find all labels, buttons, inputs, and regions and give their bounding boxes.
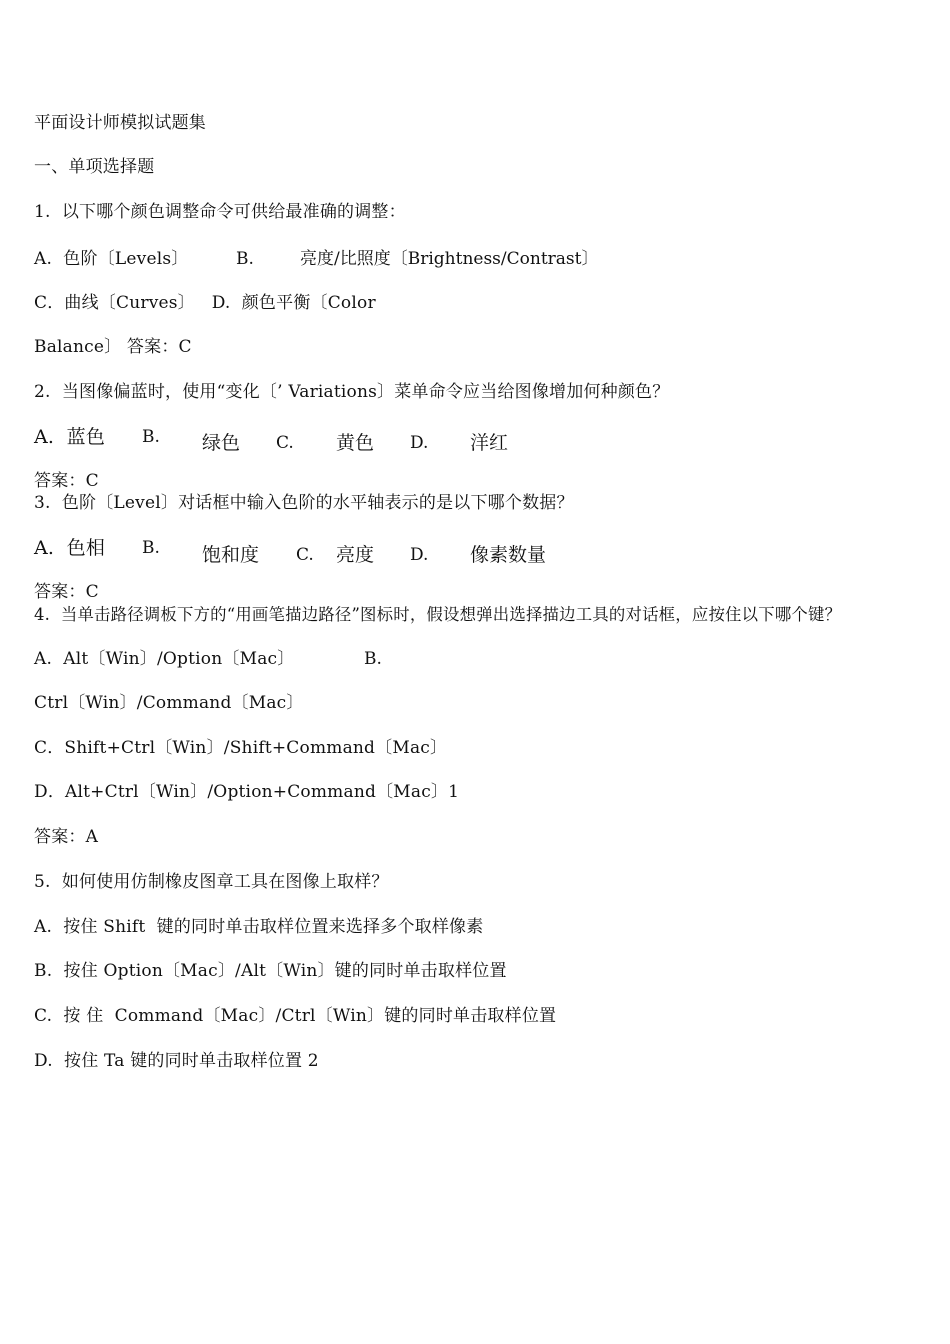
q3-option-d-label: D. [410,545,429,565]
q2-answer: 答案：C [34,471,99,491]
q3-option-d: 像素数量 [470,544,547,566]
q1-option-a: A. 色阶〔Levels〕 [34,249,189,269]
q3-option-b-label: B. [142,538,160,558]
q3-option-a: A. 色相 [34,537,106,559]
q5-option-a: A. 按住 Shift 键的同时单击取样位置来选择多个取样像素 [34,917,484,937]
q3-option-b: 饱和度 [202,544,260,566]
q1-option-b-label: B. [236,249,254,269]
question-5: 5. 如何使用仿制橡皮图章工具在图像上取样？ [34,872,389,892]
question-1: 1. 以下哪个颜色调整命令可供给最准确的调整： [34,202,406,222]
q1-option-b: 亮度/比照度〔Brightness/Contrast〕 [300,249,599,269]
q1-options-c-d: C．曲线〔Curves〕 D. 颜色平衡〔Color [34,293,376,313]
q3-option-c: 亮度 [336,544,375,566]
q3-option-c-label: C. [296,545,314,565]
q2-option-b-label: B. [142,427,160,447]
q2-option-d: 洋红 [470,432,509,454]
q1-answer-line: Balance〕 答案：C [34,337,192,357]
question-3: 3. 色阶〔Level〕对话框中输入色阶的水平轴表示的是以下哪个数据？ [34,493,574,513]
q4-option-b-label: B. [364,649,382,669]
q5-option-d: D. 按住 Ta 键的同时单击取样位置 2 [34,1051,319,1071]
q4-answer: 答案：A [34,827,99,847]
question-2: 2. 当图像偏蓝时，使用“变化〔’ Variations〕菜单命令应当给图像增加何种颜色？ [34,382,670,402]
q3-answer: 答案：C [34,582,99,602]
q4-option-b: Ctrl〔Win〕/Command〔Mac〕 [34,693,304,713]
question-4: 4. 当单击路径调板下方的“用画笔描边路径”图标时，假设想弹出选择描边工具的对话框，应按住以下哪个键？ [34,605,842,624]
q2-option-c: 黄色 [336,432,375,454]
q2-option-a: A. 蓝色 [34,426,106,448]
q2-option-c-label: C. [276,433,294,453]
q5-option-c: C. 按 住 Command〔Mac〕/Ctrl〔Win〕键的同时单击取样位置 [34,1006,557,1026]
section-heading: 一、单项选择题 [34,157,155,177]
q4-option-a: A. Alt〔Win〕/Option〔Mac〕 [34,649,295,669]
q4-option-d: D．Alt+Ctrl〔Win〕/Option+Command〔Mac〕1 [34,782,460,802]
q5-option-b: B. 按住 Option〔Mac〕/Alt〔Win〕键的同时单击取样位置 [34,961,507,981]
q2-option-d-label: D. [410,433,429,453]
q4-option-c: C．Shift+Ctrl〔Win〕/Shift+Command〔Mac〕 [34,738,448,758]
document-title: 平面设计师模拟试题集 [34,113,206,133]
q2-option-b: 绿色 [202,432,241,454]
